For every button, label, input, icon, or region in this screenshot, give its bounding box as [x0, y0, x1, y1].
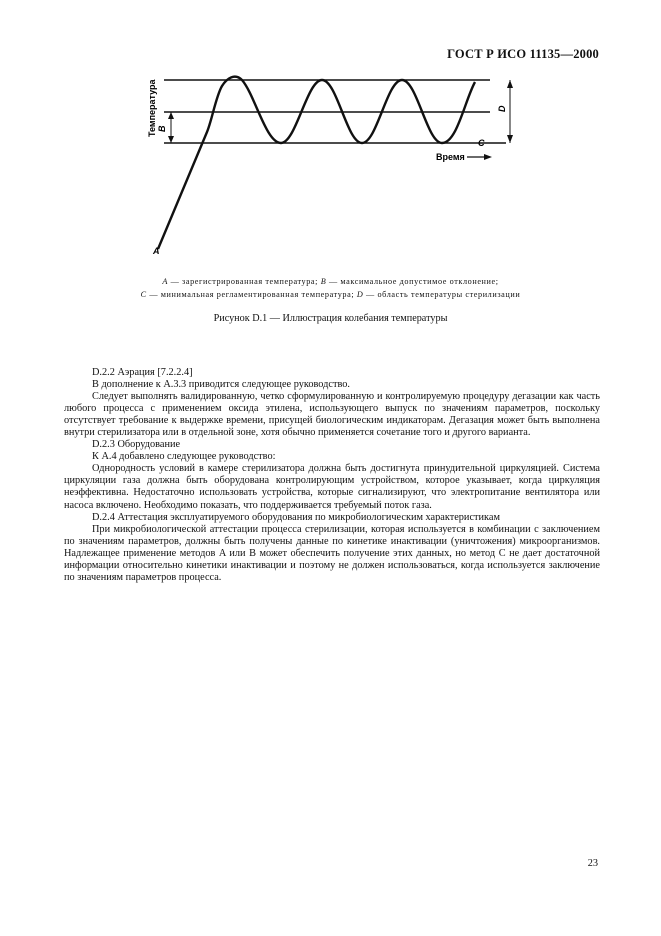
legend-d-letter: D [356, 290, 364, 299]
legend-line-2 [0, 290, 661, 299]
legend-a-text: — зарегистрированная температура; [167, 277, 321, 286]
label-c: C [478, 138, 485, 148]
label-d: D [497, 105, 507, 112]
b-arrow-bottom [168, 136, 174, 143]
x-axis-label: Время [436, 152, 465, 162]
b-arrow-top [168, 112, 174, 119]
paragraph: К A.4 добавлено следующее руководство: [92, 451, 276, 463]
y-axis-label: Температура [147, 79, 157, 137]
time-axis-arrowhead [484, 154, 492, 160]
legend-a-letter: A [162, 277, 168, 286]
paragraph: При микробиологической аттестации процесса стерилизации, которая используется в комбинации с заключением по значениям параметров, должны быть получены данные по кинетике инактивации (уничтожения) микроорганизмов. Надлежащее применение методов A или B может обеспечить получение этих данных, но метод C не дает достаточной информации относительно кинетики инактивации и поэтому не должен использоваться, когда используется заключение по значениям параметров процесса. [64, 523, 600, 583]
document-header: ГОСТ Р ИСО 11135—2000 [447, 47, 599, 61]
figure-caption: Рисунок D.1 — Иллюстрация колебания температуры [213, 313, 448, 324]
section-heading-d23: D.2.3 Оборудование [92, 439, 181, 451]
body-text [64, 367, 600, 584]
paragraph: Однородность условий в камере стерилизатора должна быть достигнута принудительной циркуляцией. Система циркуляции газа должна быть оборудована контролирующим устройством, которое указывает, когда циркуляция неэффективна. Недостаточно использовать устройства, которые сигнализируют, что электропитание вентилятора или насоса включено. Необходимо показать, что поддерживается требуемый поток газа. [64, 463, 600, 511]
page-number: 23 [587, 858, 598, 869]
section-heading-d24: D.2.4 Аттестация эксплуатируемого оборудования по микробиологическим характеристикам [92, 511, 500, 523]
section-heading-d22: D.2.2 Аэрация [7.2.2.4] [92, 367, 193, 378]
legend-d-text: — область температуры стерилизации [363, 290, 521, 299]
label-a: A [153, 246, 160, 256]
d-arrow-top [507, 80, 513, 88]
label-b: B [157, 125, 167, 132]
legend-b-text: — максимальное допустимое отклонение; [326, 277, 499, 286]
paragraph: Следует выполнять валидированную, четко сформулированную и контролируемую процедуру дегазации как часть любого процесса с применением оксида этилена, использующего выпуск по значениям параметров, поскольку отсутствует требование к выдержке времени, присущей биологическим индикаторам. Дегазация может быть выполнена внутри стерилизатора или в отдельной зоне, хотя обычно применяется сочетание того и другого варианта. [64, 391, 600, 439]
legend-c-letter: C [140, 290, 147, 299]
legend-line-1 [0, 277, 661, 286]
legend-c-text: — минимальная регламентированная температура; [146, 290, 357, 299]
legend-b-letter: B [320, 277, 327, 286]
recorded-temperature-curve [158, 77, 475, 249]
d-arrow-bottom [507, 135, 513, 143]
paragraph: В дополнение к A.3.3 приводится следующее руководство. [92, 379, 350, 391]
temperature-oscillation-figure [0, 0, 661, 300]
